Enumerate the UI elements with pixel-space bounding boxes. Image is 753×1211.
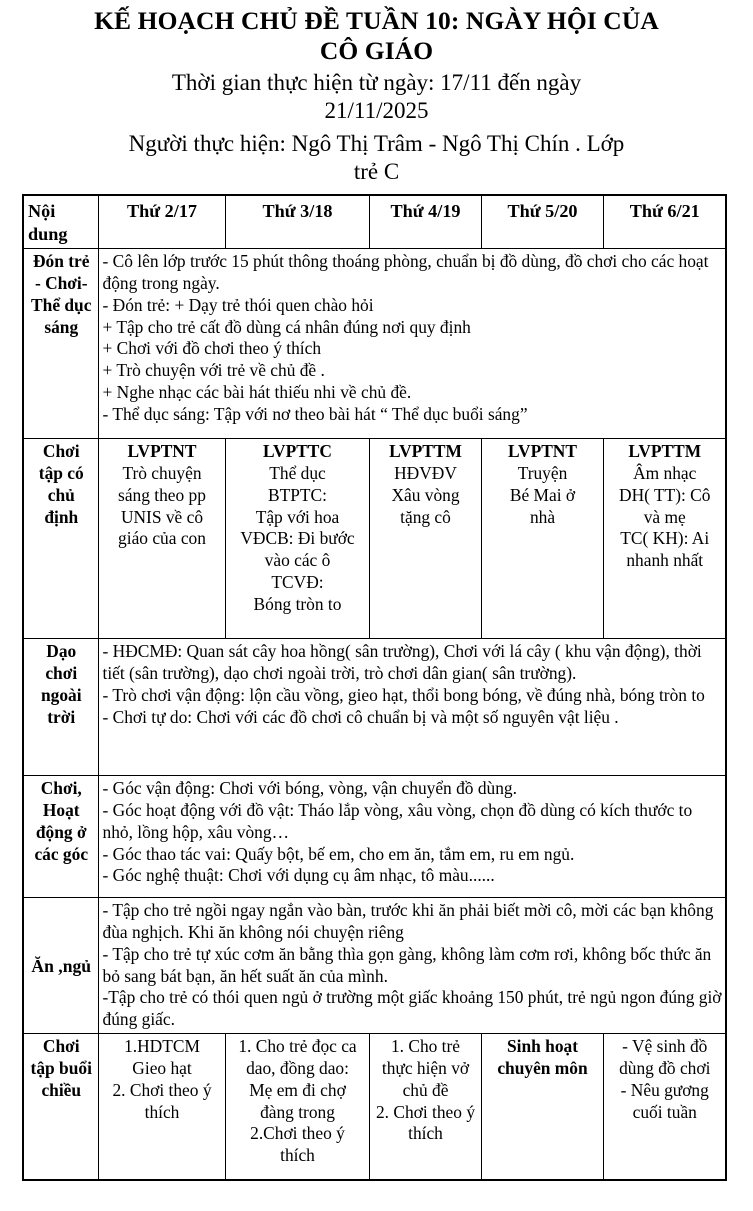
- activity-line: VĐCB: Đi bước: [240, 528, 355, 549]
- row-label-choi-tap-l3: chủ: [47, 484, 75, 505]
- don-tre-line-6: + Nghe nhạc các bài hát thiếu nhi về chủ đề.: [102, 382, 412, 403]
- afternoon-line: 1. Cho trẻ: [390, 1036, 461, 1057]
- row-label-goc-l3: động ở: [35, 821, 87, 842]
- cell-buoi-chieu-day-4: [481, 1034, 603, 1180]
- activity-line: sáng theo pp: [118, 484, 206, 505]
- afternoon-line: thích: [144, 1101, 180, 1122]
- don-tre-line-3: + Tập cho trẻ cất đồ dùng cá nhân đúng nơi quy định: [102, 316, 471, 337]
- weekly-plan-table-wrap: [0, 186, 753, 1180]
- row-label-choi-hoat-dong-goc: [23, 776, 98, 898]
- row-label-goc-l2: Hoạt: [42, 799, 80, 820]
- activity-line: Truyện: [517, 462, 568, 483]
- activity-line: Bóng tròn to: [253, 593, 342, 614]
- don-tre-line-2: - Đón trẻ: + Dạy trẻ thói quen chào hỏi: [102, 294, 374, 315]
- an-ngu-line-2: - Tập cho trẻ tự xúc cơm ăn bằng thìa gọn gàng, không làm cơm rơi, không bốc thức ăn bỏ sang bát bạn, ăn hết suất ăn của mình.: [102, 943, 712, 986]
- activity-line: DH( TT): Cô: [619, 484, 711, 505]
- row-label-don-tre: [23, 249, 98, 439]
- goc-line-3: - Góc thao tác vai: Quấy bột, bế em, cho em ăn, tắm em, ru em ngủ.: [102, 843, 575, 864]
- activity-line: tặng cô: [400, 506, 451, 527]
- column-header-day-1: Thứ 2/17: [98, 195, 225, 248]
- page-title-line-1: KẾ HOẠCH CHỦ ĐỀ TUẦN 10: NGÀY HỘI CỦA: [94, 6, 659, 35]
- timeframe-text: [26, 69, 727, 125]
- row-label-chieu-l3: chiều: [41, 1079, 82, 1100]
- row-label-dao-choi-ngoai-troi: [23, 639, 98, 776]
- cell-choi-tap-day-1: [98, 439, 225, 639]
- afternoon-line: thích: [408, 1123, 443, 1144]
- cell-choi-tap-day-5: [603, 439, 726, 639]
- activity-line: nhanh nhất: [626, 550, 704, 571]
- afternoon-line: - Nêu gương: [620, 1079, 709, 1100]
- row-content-choi-hoat-dong-goc: [98, 776, 726, 898]
- row-label-choi-tap-buoi-chieu: [23, 1034, 98, 1180]
- column-header-noi-dung-l2: dung: [28, 224, 68, 245]
- table-row: [23, 439, 726, 639]
- afternoon-line: Gieo hạt: [132, 1057, 192, 1078]
- table-header-row: [23, 195, 726, 248]
- activity-line: Bé Mai ở: [509, 484, 576, 505]
- activity-line: HĐVĐV: [394, 462, 457, 483]
- afternoon-line: Sinh hoạt: [506, 1036, 579, 1057]
- performer-text: [26, 130, 727, 186]
- don-tre-line-7: - Thể dục sáng: Tập với nơ theo bài hát “ Thể dục buổi sáng”: [102, 403, 528, 424]
- cell-choi-tap-day-3: [369, 439, 481, 639]
- activity-area-code: LVPTNT: [508, 441, 577, 462]
- row-label-dao-l1: Dạo: [46, 641, 77, 662]
- cell-buoi-chieu-day-5: [603, 1034, 726, 1180]
- page-title-line-2: CÔ GIÁO: [319, 35, 434, 65]
- afternoon-line: Mẹ em đi chợ: [249, 1079, 346, 1100]
- row-label-dao-l2: chơi: [45, 662, 78, 683]
- afternoon-line: chủ đề: [402, 1079, 449, 1100]
- document-header: [0, 0, 753, 186]
- table-row: [23, 249, 726, 439]
- activity-area-code: LVPTNT: [127, 441, 197, 462]
- row-label-don-tre-l3: Thể dục: [31, 294, 92, 315]
- timeframe-line-1: Thời gian thực hiện từ ngày: 17/11 đến ngày: [171, 70, 582, 96]
- row-content-dao-choi-ngoai-troi: [98, 639, 726, 776]
- activity-line: và mẹ: [643, 506, 686, 527]
- weekly-plan-table: [22, 194, 727, 1180]
- activity-line: Xâu vòng: [391, 484, 460, 505]
- timeframe-line-2: 21/11/2025: [324, 98, 429, 124]
- row-label-choi-tap-l4: định: [44, 506, 79, 527]
- afternoon-line: dùng đồ chơi: [619, 1057, 711, 1078]
- activity-line: Trò chuyện: [122, 462, 202, 483]
- table-row: [23, 639, 726, 776]
- afternoon-line: cuối tuần: [632, 1101, 697, 1122]
- activity-line: vào các ô: [264, 550, 331, 571]
- activity-line: nhà: [529, 506, 556, 527]
- activity-line: Tập với hoa: [255, 506, 340, 527]
- column-header-day-5: Thứ 6/21: [603, 195, 726, 248]
- goc-line-4: - Góc nghệ thuật: Chơi với dụng cụ âm nhạc, tô màu......: [102, 865, 495, 886]
- goc-line-2: - Góc hoạt động với đồ vật: Tháo lắp vòng, xâu vòng, chọn đồ dùng có kích thước to nhỏ, lồng hộp, xâu vòng…: [102, 799, 693, 842]
- table-row: [23, 1034, 726, 1180]
- activity-area-code: LVPTTM: [628, 441, 702, 462]
- row-label-an-ngu: Ăn ,ngủ: [23, 898, 98, 1034]
- column-header-day-3: Thứ 4/19: [369, 195, 481, 248]
- cell-buoi-chieu-day-3: [369, 1034, 481, 1180]
- row-label-choi-tap-co-chu-dinh: [23, 439, 98, 639]
- cell-buoi-chieu-day-2: [225, 1034, 369, 1180]
- afternoon-line: dao, đồng dao:: [246, 1057, 349, 1078]
- afternoon-line: 1. Cho trẻ đọc ca: [238, 1036, 357, 1057]
- performer-line-2: trẻ C: [353, 159, 400, 185]
- afternoon-line: 1.HDTCM: [124, 1036, 200, 1057]
- page-title: [26, 6, 727, 65]
- afternoon-line: 2. Chơi theo ý: [375, 1101, 476, 1122]
- afternoon-line: 2. Chơi theo ý: [112, 1079, 212, 1100]
- activity-line: TC( KH): Ai: [620, 528, 710, 549]
- afternoon-line: đàng trong: [260, 1101, 335, 1122]
- cell-buoi-chieu-day-1: [98, 1034, 225, 1180]
- don-tre-line-1: - Cô lên lớp trước 15 phút thông thoáng phòng, chuẩn bị đồ dùng, đồ chơi cho các hoạt động trong ngày.: [102, 251, 709, 293]
- column-header-noi-dung: [23, 195, 98, 248]
- row-label-chieu-l1: Chơi: [42, 1036, 80, 1057]
- activity-area-code: LVPTTM: [389, 441, 462, 462]
- row-label-chieu-l2: tập buổi: [30, 1057, 92, 1078]
- row-label-don-tre-l1: Đón trẻ: [32, 251, 90, 272]
- column-header-day-4: Thứ 5/20: [481, 195, 603, 248]
- row-content-don-tre: [98, 249, 726, 439]
- activity-line: TCVĐ:: [271, 572, 324, 593]
- afternoon-line: 2.Chơi theo ý: [250, 1123, 345, 1144]
- activity-line: Âm nhạc: [633, 462, 697, 483]
- afternoon-line: thực hiện vở: [381, 1057, 470, 1078]
- cell-choi-tap-day-4: [481, 439, 603, 639]
- row-content-an-ngu: [98, 898, 726, 1034]
- dao-choi-line-3: - Chơi tự do: Chơi với các đồ chơi cô chuẩn bị và một số nguyên vật liệu .: [102, 706, 619, 727]
- row-label-don-tre-l2: - Chơi-: [34, 272, 88, 293]
- an-ngu-line-1: - Tập cho trẻ ngồi ngay ngắn vào bàn, trước khi ăn phải biết mời cô, mời các bạn không đùa nghịch. Khi ăn không nói chuyện riêng: [102, 900, 714, 942]
- activity-line: BTPTC:: [268, 484, 327, 505]
- an-ngu-line-3: -Tập cho trẻ có thói quen ngủ ở trường một giấc khoảng 150 phút, trẻ ngủ ngon đúng giờ đúng giấc.: [102, 987, 722, 1030]
- afternoon-line: - Vệ sinh đồ: [622, 1036, 708, 1057]
- dao-choi-line-1: - HĐCMĐ: Quan sát cây hoa hồng( sân trường), Chơi với lá cây ( khu vận động), thời tiết (sân trường), dạo chơi ngoài trời, trò chơi dân gian( sân trường).: [102, 641, 702, 683]
- activity-line: Thể dục: [269, 462, 326, 483]
- column-header-noi-dung-l1: Nội: [28, 201, 56, 222]
- cell-choi-tap-day-2: [225, 439, 369, 639]
- row-label-choi-tap-l2: tập có: [38, 462, 84, 483]
- don-tre-line-5: + Trò chuyện với trẻ về chủ đề .: [102, 360, 325, 381]
- row-label-dao-l3: ngoài: [40, 684, 82, 705]
- activity-area-code: LVPTTC: [263, 441, 332, 462]
- goc-line-1: - Góc vận động: Chơi với bóng, vòng, vận chuyển đồ dùng.: [102, 778, 517, 799]
- row-label-dao-l4: trời: [47, 706, 76, 727]
- column-header-day-2: Thứ 3/18: [225, 195, 369, 248]
- don-tre-line-4: + Chơi với đồ chơi theo ý thích: [102, 338, 322, 359]
- row-label-choi-tap-l1: Chơi: [42, 441, 80, 462]
- dao-choi-line-2: - Trò chơi vận động: lộn cầu vồng, gieo hạt, thổi bong bóng, về đúng nhà, bóng tròn to: [102, 684, 705, 705]
- table-row: [23, 898, 726, 1034]
- activity-line: giáo của con: [118, 528, 206, 549]
- activity-line: UNIS về cô: [120, 506, 204, 527]
- row-label-goc-l1: Chơi,: [40, 778, 82, 799]
- performer-line-1: Người thực hiện: Ngô Thị Trâm - Ngô Thị Chín . Lớp: [128, 131, 625, 157]
- afternoon-line: thích: [280, 1145, 315, 1166]
- table-row: [23, 776, 726, 898]
- row-label-don-tre-l4: sáng: [44, 316, 79, 337]
- afternoon-line: chuyên môn: [497, 1057, 588, 1078]
- row-label-goc-l4: các góc: [34, 843, 89, 864]
